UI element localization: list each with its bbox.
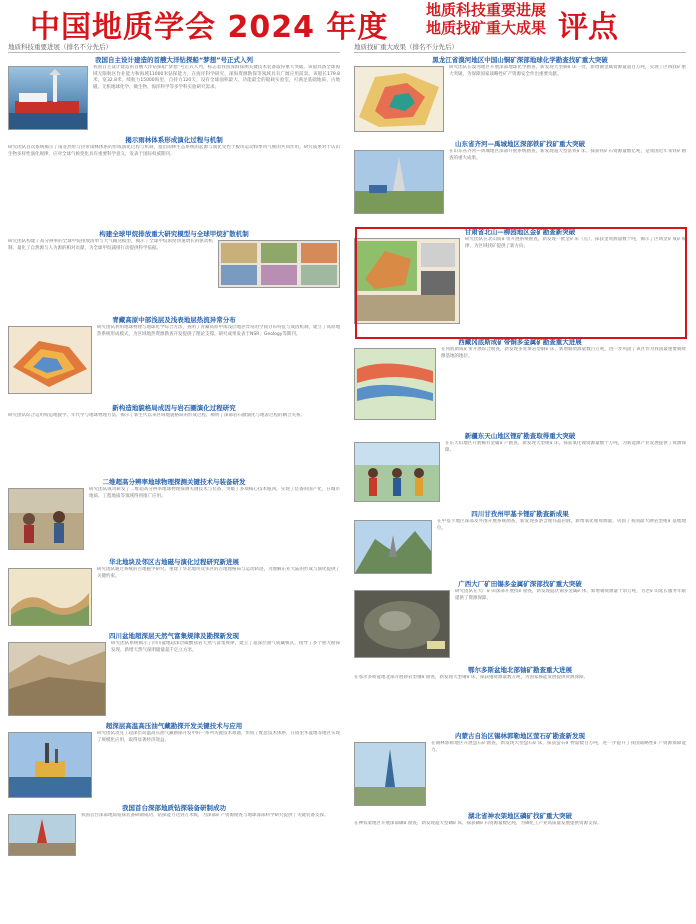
article-body: 研究团队综合运用构造地貌学、年代学与地球物理方法，揭示了新生代以来区域地貌格局的形成过程，阐明了深部岩石圈演化与地表过程的耦合关系。: [8, 413, 305, 418]
article-body: 在甲基卡地区深部及外围开展系统勘查，新发现多条含锂伟晶岩脉，新增氧化锂资源量，巩固了我国最大硬岩型锂矿基地地位。: [437, 519, 686, 531]
article-body: 在冈底斯成矿带开展综合勘查，新发现多处斑岩型铜矿床，新增铜资源量数百万吨，进一步巩固了该区作为我国最重要铜资源基地的地位。: [441, 347, 686, 359]
article-left-3[interactable]: [8, 230, 340, 314]
article-body: 研究团队在漠河地区开展深部地球化学勘查，新发现大型铜矿床一处，新增铜金属资源量超百万吨，实现了区域找矿重大突破，为保障国家战略性矿产资源安全作出重要贡献。: [449, 65, 686, 77]
plateau-heatflow-figure: [8, 326, 92, 394]
article-right-10[interactable]: [354, 812, 686, 858]
page-title: 中国地质学会 2024 年度: [30, 10, 389, 45]
left-column: [8, 42, 340, 858]
article-title: 揭示雨林体系形成演化过程与机制: [125, 136, 223, 144]
article-left-5[interactable]: [8, 404, 340, 476]
article-right-6[interactable]: [354, 510, 686, 578]
page-header: [0, 0, 696, 45]
article-body: 研究团队构建了高分辨率的全球甲烷排放清单与大气输送模型，揭示了全球甲烷浓度快速增长的驱动机制，量化了自然源与人为源的相对贡献，为全球甲烷减排行动提供科学依据。: [8, 239, 213, 251]
article-right-4[interactable]: [354, 338, 686, 430]
article-left-7[interactable]: [8, 558, 340, 630]
ore-sample-photo: [354, 590, 450, 658]
article-left-6[interactable]: [8, 478, 340, 556]
article-title: 我国首台深部地质钻探装备研制成功: [122, 804, 226, 812]
article-title: 湖北省神农架地区磷矿找矿重大突破: [468, 812, 572, 820]
article-body: 研究团队在北山成矿带开展系统勘查，新发现一批金矿床（点），探获金资源量数十吨，揭示了区域金矿成矿规律，为区域找矿提供了新方向。: [465, 237, 686, 249]
article-left-8[interactable]: [8, 632, 340, 720]
page-title-right: 评点: [558, 10, 618, 45]
article-right-9[interactable]: [354, 732, 686, 810]
methane-model-figure: [218, 240, 340, 288]
article-body: 在锡林郭勒地区开展萤石矿勘查，新发现大型萤石矿床，探获萤石矿物量数百万吨，进一步提升了我国战略性矿产资源保障能力。: [431, 741, 686, 753]
drilling-rig-photo: [8, 814, 76, 856]
article-left-4[interactable]: [8, 316, 340, 402]
drilling-site-photo: [354, 150, 444, 214]
exploration-rig-photo: [354, 742, 426, 806]
article-title: 鄂尔多斯盆地北部铀矿勘查重大进展: [468, 666, 572, 674]
field-survey-photo: [8, 488, 84, 550]
article-right-1[interactable]: [354, 56, 686, 138]
article-title: 构建全球甲烷排放重大研究模型与全球甲烷扩散机制: [99, 230, 249, 238]
article-body: 在神农架地区开展深部磷矿勘查，新发现超大型磷矿床，探获磷矿石资源量数亿吨，为磷化工产业高质量发展提供资源支撑。: [354, 821, 602, 826]
article-right-3[interactable]: [354, 228, 686, 336]
article-title: 广西大厂矿田锡多金属矿深部找矿重大突破: [458, 580, 582, 588]
field-team-photo: [354, 442, 440, 502]
article-body: 研究团队系统揭示了四川盆地超深层碳酸盐岩天然气富集规律，建立了超深层油气成藏模式，指导了多个重大勘探发现，新增天然气探明储量超千亿立方米。: [111, 641, 340, 653]
article-title: 新构造地貌格局成因与岩石圈演化过程研究: [112, 404, 236, 412]
article-left-1[interactable]: [8, 56, 340, 134]
article-right-5[interactable]: [354, 432, 686, 508]
article-body: 研究团队利用地球物理与地球化学综合方法，查明了青藏高原中部浅层地热异常的空间分布特征与成因机制，建立了高原地热系统形成模式，为区域地热资源勘查开发提供了理论支撑。研究成果发表于NSR、Geology等期刊。: [97, 325, 340, 337]
right-column-heading: 地质找矿重大成果（排名不分先后）: [354, 42, 686, 53]
article-body: 研究团队攻克了超深层高温高压油气藏勘探开发中的一系列关键技术难题，形成了配套技术体系，在塔里木盆地等地区实现了规模化应用，取得显著经济效益。: [97, 731, 340, 743]
article-title: 超深层高温高压油气藏勘探开发关键技术与应用: [105, 722, 243, 730]
article-right-8[interactable]: [354, 666, 686, 730]
article-right-7[interactable]: [354, 580, 686, 664]
article-left-10[interactable]: [8, 804, 340, 856]
article-title: 西藏冈底斯成矿带铜多金属矿勘查重大进展: [458, 338, 582, 346]
article-title: 黑龙江省漠河地区中国山铜矿深部地球化学勘查找矿重大突破: [432, 56, 608, 64]
article-body: 研究团队首次系统揭示了南亚热带与热带雨林体系的形成演化过程与机制，提出雨林生态系统的起源与演化受控于板块运动和季风气候的共同作用。研究成果对于认识生物多样性演化规律、应对全球气候变化具有重要科学意义，发表于国际权威期刊。: [8, 145, 340, 157]
copper-belt-map-figure: [354, 348, 436, 420]
article-left-2[interactable]: [8, 136, 340, 228]
gas-field-outcrop-photo: [8, 642, 106, 716]
subtitle-line-2: 地质找矿重大成果: [426, 19, 547, 37]
article-body: 我国首台深部地质钻探装备研制成功，钻探能力达到万米级，为深部矿产资源勘查与地球深部科学研究提供了关键装备支撑。: [81, 813, 329, 818]
offshore-platform-photo: [8, 732, 92, 798]
article-title: 甘肃省北山—柳园地区金矿勘查新突破: [464, 228, 576, 236]
article-title: 四川甘孜州甲基卡锂矿勘查新成果: [471, 510, 569, 518]
article-body: 研究团队通过系统的古地磁学研究，重建了华北地块及邻区的古地理格局与运动轨迹，为理解东亚大陆的形成与演化提供了关键约束。: [97, 567, 340, 579]
mineral-map-figure: [354, 238, 460, 324]
article-title: 我国自主设计建造的首艘大洋钻探船“梦想”号正式入列: [94, 56, 254, 64]
article-title: 山东省齐河—禹城地区深部铁矿找矿重大突破: [455, 140, 585, 148]
subtitle-line-1: 地质科技重要进展: [426, 1, 547, 19]
right-column: [354, 42, 686, 860]
article-title: 内蒙古自治区锡林郭勒地区萤石矿勘查新发现: [455, 732, 585, 740]
article-body: 研究团队成功研发了二维超高分辨率地球物理探测关键技术与装备，突破了多项核心技术瓶颈，实现了装备的国产化，在城市地质、工程地质等领域得到推广应用。: [89, 487, 340, 499]
article-body: 在鄂尔多斯盆地北部开展砂岩型铀矿勘查，新发现大型铀矿床，探获铀资源量数万吨，为国家核能发展提供资源保障。: [354, 675, 588, 680]
article-title: 新疆东天山地区锂矿勘查取得重大突破: [464, 432, 576, 440]
article-right-2[interactable]: [354, 140, 686, 226]
article-title: 二维超高分辨率地球物理探测关键技术与装备研发: [102, 478, 246, 486]
article-left-9[interactable]: [8, 722, 340, 802]
article-body: 在山东省齐河—禹城地区深部开展系统勘查，新发现超大型富铁矿床，探获铁矿石资源量数亿吨，是我国近年来铁矿勘查的重大成果。: [449, 149, 686, 161]
article-title: 四川盆地超深层天然气富集规律及勘探新发现: [109, 632, 239, 640]
article-body: 研究团队在大厂矿田深部开展找矿勘查，新发现隐伏锡多金属矿体，新增锡资源量十余万吨，为老矿山延长服务年限提供了资源保障。: [455, 589, 686, 601]
article-title: 华北地块及邻区古地磁与演化过程研究新进展: [109, 558, 239, 566]
left-column-heading: 地质科技重要进展（排名不分先后）: [8, 42, 340, 53]
drilling-ship-photo: [8, 66, 88, 130]
mountain-site-photo: [354, 520, 432, 574]
geological-map-figure: [354, 66, 444, 132]
article-body: 我国自主设计建造的首艘大洋钻探船“梦想”号正式入列，标志着我国深海探测关键技术装备取得重大突破。该船具备全球海域无限航区作业能力和海域11000米钻探能力，在海洋科学研究、深海资源勘探等领域具有广阔应用前景。该船长179.8米、宽32.8米，续航力15000海里，自持力120天，设有全球面积最大、功能最全的船载实验室，可满足基础地质、古地磁、无机地球化学、微生物、海洋科学等多学科实验研究需求。: [93, 65, 340, 90]
article-title: 青藏高原中部浅层及浅表地层热流异常分布: [112, 316, 236, 324]
page-subtitle: [426, 1, 552, 37]
paleomagnetic-figure: [8, 568, 92, 626]
article-body: 在东天山地区开展稀有金属矿产勘查，新发现大型锂矿床，探获氧化锂资源量数十万吨，为新能源产业发展提供了资源保障。: [445, 441, 686, 453]
